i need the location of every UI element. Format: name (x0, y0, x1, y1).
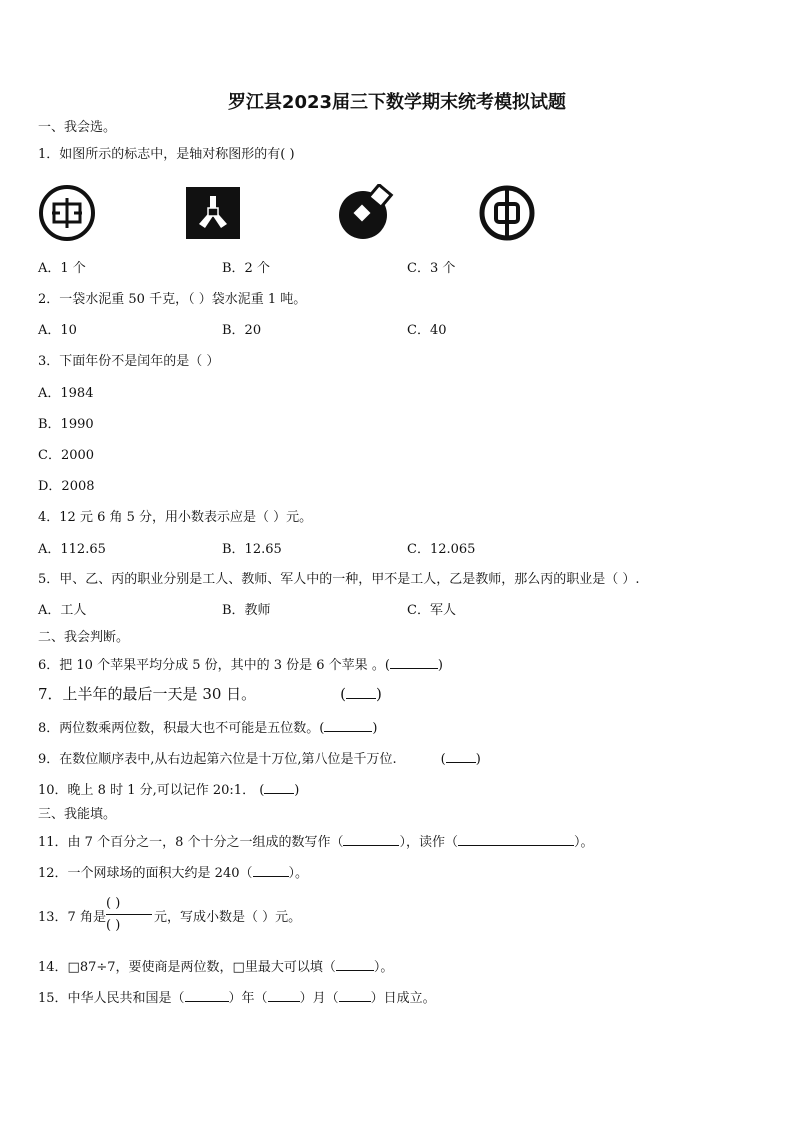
q12-blank[interactable] (253, 864, 289, 877)
page-title: 罗江县2023届三下数学期末统考模拟试题 (227, 92, 567, 113)
q2-option-a: A．10 (38, 323, 77, 338)
icbc-logo-icon (38, 184, 96, 242)
q10-text: 10．晚上 8 时 1 分,可以记作 20:1． ( (38, 783, 265, 798)
q12-text-b: ）。 (288, 866, 309, 881)
q9-text: 9．在数位顺序表中,从右边起第六位是十万位,第八位是千万位. (38, 752, 397, 767)
q15-text-d: ）日成立。 (370, 991, 436, 1006)
question-2: 2．一袋水泥重 50 千克，（ ）袋水泥重 1 吨。 (38, 292, 307, 307)
q6-text: 6．把 10 个苹果平均分成 5 份，其中的 3 份是 6 个苹果 。( (38, 658, 390, 673)
q8-answer-blank[interactable] (324, 719, 372, 732)
question-9 (38, 750, 481, 768)
q9-answer-blank[interactable] (446, 750, 476, 763)
q2-option-c: C．40 (407, 323, 447, 338)
q13-fraction-numerator[interactable]: ( ) (106, 896, 121, 911)
q4-option-a: A．112.65 (38, 542, 106, 557)
q3-option-a: A．1984 (38, 386, 94, 401)
question-6 (38, 656, 443, 674)
q7-close: ) (376, 685, 382, 703)
q11-text-c: ）。 (574, 835, 594, 850)
q15-text-c: ）月（ (299, 991, 339, 1006)
q1-option-b: B．2 个 (222, 261, 270, 276)
q1-option-c: C．3 个 (407, 261, 456, 276)
q15-text-b: ）年（ (228, 991, 268, 1006)
q6-end: ) (437, 658, 443, 673)
q15-text-a: 15．中华人民共和国是（ (38, 991, 185, 1006)
q3-option-b: B．1990 (38, 417, 94, 432)
q9-open: ( (440, 752, 446, 767)
q11-blank-read[interactable] (458, 833, 574, 846)
q5-option-b: B．教师 (222, 603, 271, 618)
section-heading-judge: 二、我会判断。 (38, 630, 130, 645)
section-heading-choice: 一、我会选。 (38, 120, 117, 135)
q9-close: ) (475, 752, 481, 767)
question-13-prefix: 13．7 角是 (38, 910, 106, 925)
q7-open: ( (340, 685, 347, 703)
q2-option-b: B．20 (222, 323, 262, 338)
q4-option-b: B．12.65 (222, 542, 282, 557)
q3-option-c: C．2000 (38, 448, 95, 463)
boc-logo-icon (478, 184, 536, 242)
question-11 (38, 833, 594, 851)
square-emblem-icon (185, 184, 243, 242)
q14-blank[interactable] (336, 958, 374, 971)
q11-blank-write[interactable] (343, 833, 399, 846)
question-15 (38, 989, 436, 1007)
question-13-suffix: 元，写成小数是（ ）元。 (154, 910, 302, 925)
q11-text-a: 11．由 7 个百分之一，8 个十分之一组成的数写作（ (38, 835, 344, 850)
q8-text: 8．两位数乘两位数，积最大也不可能是五位数。( (38, 721, 325, 736)
q7-text: 7．上半年的最后一天是 30 日。 (38, 685, 257, 703)
q15-blank-month[interactable] (268, 989, 300, 1002)
question-7 (38, 686, 382, 702)
q7-answer-blank[interactable] (346, 686, 376, 699)
q5-option-a: A．工人 (38, 603, 87, 618)
q14-text-b: ）。 (373, 960, 394, 975)
question-8 (38, 719, 377, 737)
q12-text-a: 12．一个网球场的面积大约是 240（ (38, 866, 253, 881)
question-3: 3．下面年份不是闰年的是（ ） (38, 354, 220, 369)
question-1: 1．如图所示的标志中，是轴对称图形的有( ) (38, 147, 295, 162)
q10-answer-blank[interactable] (264, 781, 294, 794)
q6-answer-blank[interactable] (390, 656, 438, 669)
question-14 (38, 958, 393, 976)
q10-end: ) (294, 783, 300, 798)
q13-fraction-denominator[interactable]: ( ) (106, 918, 121, 933)
q5-option-c: C．军人 (407, 603, 456, 618)
round-emblem-icon (336, 184, 394, 242)
question-5: 5．甲、乙、丙的职业分别是工人、教师、军人中的一种，甲不是工人，乙是教师，那么丙的职业是（ ）. (38, 572, 640, 587)
q1-option-a: A．1 个 (38, 261, 86, 276)
q13-fraction-bar (106, 914, 152, 915)
question-10 (38, 781, 299, 799)
question-12 (38, 864, 308, 882)
section-heading-fill: 三、我能填。 (38, 807, 117, 822)
q15-blank-day[interactable] (339, 989, 371, 1002)
q14-text-a: 14．□87÷7，要使商是两位数，□里最大可以填（ (38, 960, 336, 975)
q15-blank-year[interactable] (185, 989, 229, 1002)
q11-text-b: ），读作（ (399, 835, 458, 850)
q3-option-d: D．2008 (38, 479, 95, 494)
q8-end: ) (372, 721, 378, 736)
q4-option-c: C．12.065 (407, 542, 476, 557)
question-4: 4．12 元 6 角 5 分，用小数表示应是（ ）元。 (38, 510, 313, 525)
